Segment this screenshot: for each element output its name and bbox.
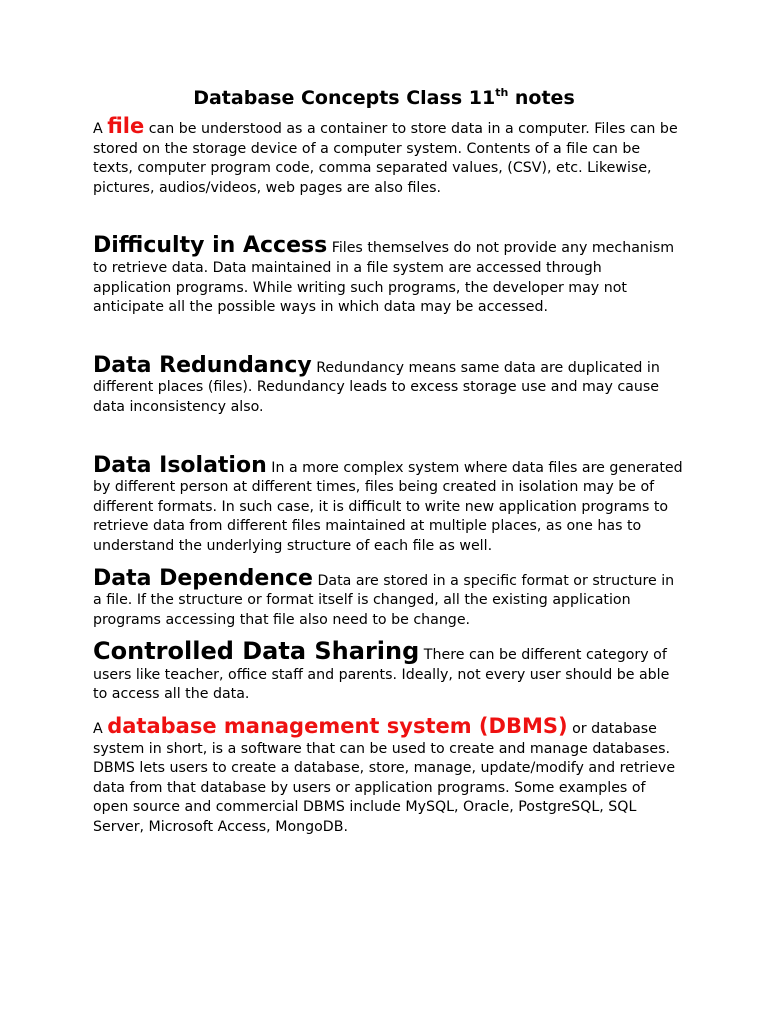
content bbox=[93, 86, 683, 838]
section-text: In a more complex system where data files are generated by different person at different times, files being created in isolation may be of different formats. In such case, it is difficult to write new application programs to retrieve data from different files maintained at multiple places, as one has to understand the underlying structure of each file as well. bbox=[93, 459, 683, 554]
section-data-redundancy bbox=[93, 352, 683, 418]
section-heading: Controlled Data Sharing bbox=[93, 637, 420, 666]
section-controlled-data-sharing bbox=[93, 637, 683, 705]
page-title bbox=[93, 86, 683, 110]
dbms-text: or database system in short, is a software that can be used to create and manage databases. DBMS lets users to create a database, store, manage, update/modify and retrieve data from that database by users or application programs. Some examples of open source and commercial DBMS include MySQL, Oracle, PostgreSQL, SQL Server, Microsoft Access, MongoDB. bbox=[93, 721, 676, 836]
section-text: There can be different category of users like teacher, office staff and parents. Ideally, not every user should be able to access all the data. bbox=[93, 647, 670, 703]
title-superscript: th bbox=[495, 86, 509, 99]
title-suffix: notes bbox=[508, 87, 575, 109]
dbms-paragraph bbox=[93, 714, 683, 838]
spacer bbox=[93, 318, 683, 356]
section-text: Redundancy means same data are duplicated in different places (files). Redundancy leads to excess storage use and may cause data inconsistency also. bbox=[93, 359, 660, 415]
intro-text: can be understood as a container to store data in a computer. Files can be stored on the storage device of a computer system. Contents of a file can be texts, computer program code, comma separated values, (CSV), etc. Likewise, pictures, audios/videos, web pages are also files. bbox=[93, 121, 678, 196]
spacer bbox=[93, 198, 683, 236]
spacer bbox=[93, 418, 683, 456]
section-difficulty-in-access bbox=[93, 233, 683, 317]
dbms-keyword: database management system (DBMS) bbox=[107, 714, 568, 739]
section-heading: Difficulty in Access bbox=[93, 233, 328, 259]
intro-prefix: A bbox=[93, 121, 108, 137]
section-heading: Data Redundancy bbox=[93, 352, 312, 378]
section-heading: Data Isolation bbox=[93, 452, 267, 478]
title-text: Database Concepts Class 11 bbox=[193, 87, 496, 109]
section-data-isolation bbox=[93, 452, 683, 557]
section-text: Data are stored in a specific format or structure in a file. If the structure or format itself is changed, all the existing application programs accessing that file also need to be change. bbox=[93, 572, 675, 628]
section-heading: Data Dependence bbox=[93, 565, 313, 591]
section-text: Files themselves do not provide any mechanism to retrieve data. Data maintained in a file system are accessed through application programs. While writing such programs, the developer may not anticipate all the possible ways in which data may be accessed. bbox=[93, 240, 675, 316]
intro-paragraph bbox=[93, 114, 683, 198]
file-keyword: file bbox=[107, 114, 145, 138]
section-data-dependence bbox=[93, 565, 683, 631]
dbms-prefix: A bbox=[93, 721, 108, 738]
